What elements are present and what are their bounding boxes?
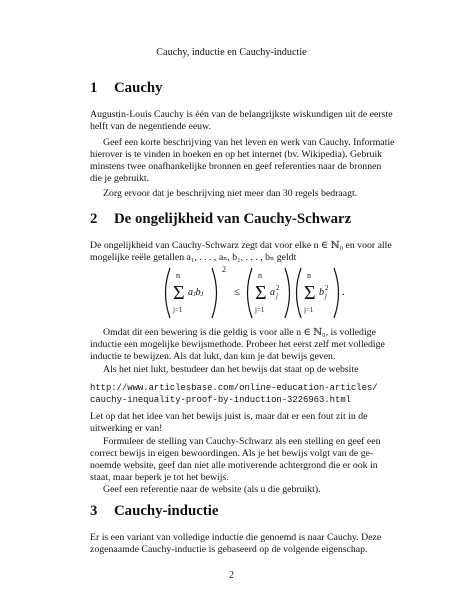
sum-upper-limit: n — [176, 271, 180, 280]
leq-sign: ≤ — [234, 286, 241, 298]
section-title: Cauchy — [114, 80, 163, 96]
paragraph-line: staat, maar beperk je tot het bewijs. — [90, 472, 229, 483]
paragraph-line: noemde website, geef dan niet alle motiverende achtergrond die er ook in — [90, 460, 378, 471]
sum-term-b: b — [319, 287, 324, 298]
section-number: 2 — [90, 211, 98, 227]
paragraph-line: Formuleer de stelling van Cauchy-Schwarz als een stelling en geef een — [103, 436, 381, 447]
paragraph-line: Omdat dit een bewering is die geldig is voor alle n ∈ ℕ₀, is volledige — [103, 327, 376, 338]
paragraph-line: Als het niet lukt, bestudeer dan het bewijs dat staat op de website — [103, 364, 359, 375]
sum-upper-limit: n — [258, 271, 262, 280]
left-paren — [297, 268, 302, 318]
paragraph-line: die je gebruikt. — [90, 173, 150, 184]
exponent: 2 — [222, 265, 226, 274]
paragraph-line: Let op dat het idee van het bewijs juist is, maar dat er een fout zit in de — [90, 411, 368, 422]
paragraph-line: correct bewijs in eigen bewoordingen. Als je het bewijs volgt van de ge- — [90, 448, 374, 459]
subscript: j — [276, 292, 278, 300]
paragraph-line: Geef een referentie naar de website (als u die gebruikt). — [103, 484, 321, 495]
section-heading-3 — [90, 503, 218, 520]
sum-term: aⱼbⱼ — [188, 287, 204, 298]
right-paren — [285, 268, 290, 318]
paragraph-line: minstens twee onafhankelijke bronnen en geef referenties naar de bronnen — [90, 161, 382, 172]
period: . — [342, 286, 345, 298]
cauchy-schwarz-equation — [160, 264, 380, 322]
paragraph-line: inductie te bewijzen. Als dat lukt, dan kun je dat bewijs geven. — [90, 351, 336, 362]
sum-symbol: Σ — [304, 282, 316, 304]
sum-symbol: Σ — [173, 282, 185, 304]
paragraph-line: De ongelijkheid van Cauchy-Schwarz zegt dat voor elke n ∈ ℕ₀ en voor alle — [90, 240, 392, 251]
page-number: 2 — [229, 570, 234, 581]
right-paren — [212, 268, 217, 318]
sum-upper-limit: n — [307, 271, 311, 280]
paragraph-line: Er is een variant van volledige inductie die genoemd is naar Cauchy. Deze — [90, 532, 382, 543]
section-number: 3 — [90, 503, 98, 519]
superscript: 2 — [325, 284, 329, 292]
section-heading-1 — [90, 80, 163, 97]
url-line: http://www.articlesbase.com/online-education-articles/ — [90, 383, 378, 393]
paragraph-line: Augustin-Louis Cauchy is één van de belangrijkste wiskundigen uit de eerste — [90, 109, 393, 120]
sum-lower-limit: j=1 — [173, 306, 183, 314]
section-heading-2 — [90, 211, 351, 228]
sum-symbol: Σ — [255, 282, 267, 304]
right-paren — [334, 268, 339, 318]
paragraph-line: Zorg ervoor dat je beschrijving niet meer dan 30 regels bedraagt. — [103, 188, 358, 199]
paragraph-line: helft van de negentiende eeuw. — [90, 121, 211, 132]
url-line: cauchy-inequality-proof-by-induction-3226963.html — [90, 395, 351, 405]
paragraph-line: hierover is te vinden in boeken en op het internet (bv. Wikipedia). Gebruik — [90, 149, 383, 160]
sum-term-a: a — [270, 287, 275, 298]
section-title: Cauchy-inductie — [114, 503, 219, 519]
paragraph-line: zogenaamde Cauchy-inductie is gebaseerd op de volgende eigenschap. — [90, 544, 368, 555]
left-paren — [248, 268, 253, 318]
left-paren — [166, 268, 171, 318]
section-title: De ongelijkheid van Cauchy-Schwarz — [114, 211, 352, 227]
superscript: 2 — [276, 284, 280, 292]
subscript: j — [325, 292, 327, 300]
paragraph-line: uitwerking er van! — [90, 423, 163, 434]
running-head: Cauchy, inductie en Cauchy-inductie — [156, 47, 307, 58]
paragraph-line: mogelijke reële getallen a₁, . . . , aₙ, b₁, . . . , bₙ geldt — [90, 252, 297, 263]
sum-lower-limit: j=1 — [255, 306, 265, 314]
paragraph-line: Geef een korte beschrijving van het leven en werk van Cauchy. Informatie — [103, 137, 395, 148]
sum-lower-limit: j=1 — [304, 306, 314, 314]
paragraph-line: inductie een mogelijke bewijsmethode. Probeer het eerst zelf met volledige — [90, 339, 385, 350]
section-number: 1 — [90, 80, 98, 96]
